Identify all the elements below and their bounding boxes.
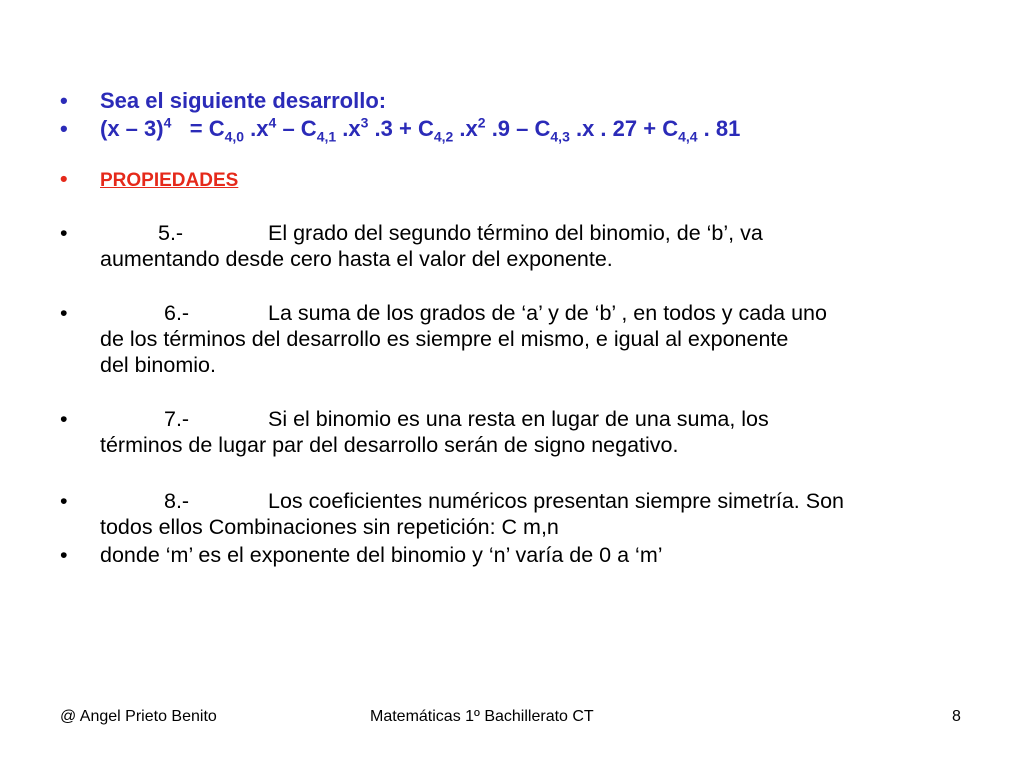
- bullet-mark: •: [60, 221, 68, 245]
- property-number: 8.-: [164, 489, 190, 513]
- bullet-intro: [60, 88, 980, 114]
- bullet-property-8: [60, 488, 980, 540]
- property-number: 5.-: [158, 221, 184, 245]
- property-number: 6.-: [164, 301, 190, 325]
- footer-author: @ Angel Prieto Benito: [60, 708, 217, 725]
- bullet-mark: •: [60, 543, 68, 567]
- bullet-property-5: [60, 220, 980, 272]
- footer-page-number: 8: [952, 708, 961, 725]
- bullet-mark: •: [60, 167, 68, 191]
- bullet-property-6: [60, 300, 980, 378]
- last-text: donde ‘m’ es el exponente del binomio y ‘n’ varía de 0 a ‘m’: [100, 543, 663, 567]
- property-text: La suma de los grados de ‘a’ y de ‘b’ , en todos y cada uno: [268, 301, 827, 325]
- property-text: Los coeficientes numéricos presentan siempre simetría. Son: [268, 489, 844, 513]
- bullet-equation: [60, 114, 980, 145]
- bullet-mark: •: [60, 301, 68, 325]
- bullet-mark: •: [60, 88, 68, 113]
- property-text-cont: aumentando desde cero hasta el valor del exponente.: [100, 247, 613, 271]
- property-number: 7.-: [164, 407, 190, 431]
- bullet-mark: •: [60, 407, 68, 431]
- property-text: El grado del segundo término del binomio, de ‘b’, va: [268, 221, 763, 245]
- property-text-cont: todos ellos Combinaciones sin repetición: C m,n: [100, 515, 559, 539]
- propiedades-heading: PROPIEDADES: [100, 170, 239, 191]
- property-text-cont: términos de lugar par del desarrollo serán de signo negativo.: [100, 433, 679, 457]
- property-text-cont: de los términos del desarrollo es siempre el mismo, e igual al exponente: [100, 327, 789, 351]
- bullet-last: [60, 542, 980, 568]
- footer-course: Matemáticas 1º Bachillerato CT: [370, 708, 594, 725]
- bullet-mark: •: [60, 116, 68, 141]
- bullet-property-7: [60, 406, 980, 458]
- slide-content: [60, 88, 980, 568]
- property-text-cont: del binomio.: [100, 353, 216, 377]
- bullet-propiedades: [60, 166, 980, 194]
- bullet-mark: •: [60, 489, 68, 513]
- equation: (x – 3)$^4$ = $C_{4,0}$ $.x^4 - C_{4,1}$ $.x^3$ $.3 + C_{4,2}$ $.x^2$ $.9 - C_{4,3}$ .x . $27 + C_{4,4}$ . 81: [100, 114, 741, 145]
- property-text: Si el binomio es una resta en lugar de una suma, los: [268, 407, 769, 431]
- intro-text: Sea el siguiente desarrollo:: [100, 88, 387, 113]
